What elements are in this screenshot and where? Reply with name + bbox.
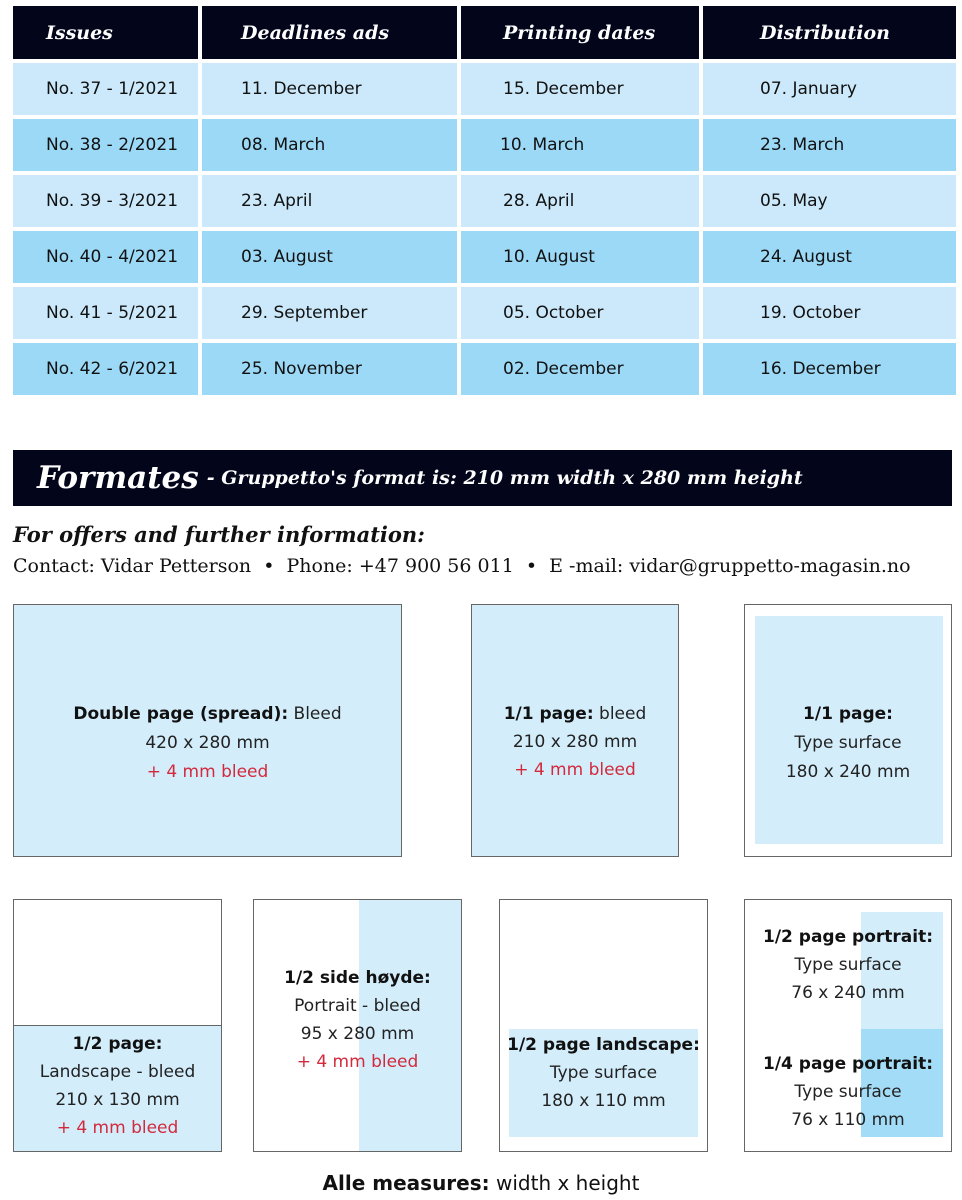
table-cell-issue: No. 39 - 3/2021 — [13, 175, 198, 227]
format-box-text — [14, 1030, 221, 1142]
format-box-text-half — [745, 923, 951, 1007]
table-cell-printing: 02. December — [461, 343, 699, 395]
format-box-double-page — [13, 604, 402, 857]
measures-note — [0, 1171, 962, 1195]
table-cell-deadline: 29. September — [202, 287, 457, 339]
table-cell-deadline: 23. April — [202, 175, 457, 227]
table-cell-deadline: 08. March — [202, 119, 457, 171]
box-line2: Type surface — [794, 733, 902, 753]
table-cell-distribution: 07. January — [703, 63, 956, 115]
table-cell-distribution: 16. December — [703, 343, 956, 395]
box-size: 95 x 280 mm — [300, 1024, 415, 1044]
box-title: 1/2 page landscape: — [507, 1035, 700, 1055]
box-size: 180 x 110 mm — [541, 1091, 666, 1111]
box-title: Double page (spread): — [73, 704, 289, 724]
box-line2: Type surface — [794, 955, 902, 975]
box-title: 1/2 page portrait: — [762, 927, 933, 947]
format-box-half-portrait-bleed — [253, 899, 462, 1152]
format-box-half-landscape-type — [499, 899, 708, 1152]
table-cell-distribution: 24. August — [703, 231, 956, 283]
header-issues: Issues — [13, 6, 198, 59]
box-line2: Portrait - bleed — [294, 996, 421, 1016]
format-box-half-landscape-bleed — [13, 899, 222, 1152]
table-cell-issue: No. 40 - 4/2021 — [13, 231, 198, 283]
header-distribution: Distribution — [703, 6, 956, 59]
header-printing: Printing dates — [461, 6, 699, 59]
format-box-full-page-type — [744, 604, 952, 857]
table-cell-distribution: 05. May — [703, 175, 956, 227]
box-title: 1/1 page: — [503, 704, 594, 724]
measures-label: Alle measures: — [322, 1171, 490, 1195]
separator: • — [263, 555, 275, 577]
table-cell-issue: No. 37 - 1/2021 — [13, 63, 198, 115]
formats-subtitle: - Gruppetto's format is: 210 mm width x 280 mm height — [206, 467, 803, 489]
table-cell-issue: No. 41 - 5/2021 — [13, 287, 198, 339]
format-box-text — [14, 700, 401, 787]
formats-title: Formates — [37, 460, 199, 496]
table-cell-distribution: 19. October — [703, 287, 956, 339]
box-size: 210 x 130 mm — [55, 1090, 180, 1110]
box-line2: Type surface — [794, 1082, 902, 1102]
contact-line — [13, 555, 917, 577]
table-cell-deadline: 25. November — [202, 343, 457, 395]
box-size: 180 x 240 mm — [785, 762, 911, 782]
contact-phone: Phone: +47 900 56 011 — [286, 555, 514, 577]
formats-banner — [13, 450, 952, 506]
table-cell-deadline: 11. December — [202, 63, 457, 115]
contact-name: Contact: Vidar Petterson — [13, 555, 252, 577]
offers-heading: For offers and further information: — [13, 522, 425, 547]
format-box-portrait-type — [744, 899, 952, 1152]
format-box-text — [500, 1031, 707, 1115]
box-line2: Type surface — [549, 1063, 658, 1083]
format-box-full-page-bleed — [471, 604, 679, 857]
measures-text: width x height — [489, 1171, 640, 1195]
table-cell-issue: No. 42 - 6/2021 — [13, 343, 198, 395]
table-cell-distribution: 23. March — [703, 119, 956, 171]
table-cell-printing: 15. December — [461, 63, 699, 115]
table-cell-printing: 10. March — [461, 119, 699, 171]
box-size: 76 x 110 mm — [791, 1110, 905, 1130]
box-title: 1/4 page portrait: — [762, 1054, 933, 1074]
box-title: 1/2 page: — [72, 1034, 163, 1054]
box-line2: Landscape - bleed — [39, 1062, 196, 1082]
box-title-rest: bleed — [593, 704, 647, 724]
format-box-text — [254, 964, 461, 1076]
box-title-rest: Bleed — [288, 704, 342, 724]
box-size: 420 x 280 mm — [145, 733, 270, 753]
separator: • — [525, 555, 538, 577]
box-bleed: + 4 mm bleed — [514, 760, 636, 780]
box-bleed: + 4 mm bleed — [56, 1118, 179, 1138]
table-cell-printing: 05. October — [461, 287, 699, 339]
table-cell-printing: 28. April — [461, 175, 699, 227]
format-box-text — [745, 700, 951, 787]
format-box-text-quarter — [745, 1050, 951, 1134]
box-title: 1/2 side høyde: — [284, 968, 431, 988]
header-deadlines: Deadlines ads — [202, 6, 457, 59]
box-size: 210 x 280 mm — [512, 732, 638, 752]
table-cell-deadline: 03. August — [202, 231, 457, 283]
box-bleed: + 4 mm bleed — [296, 1052, 419, 1072]
box-size: 76 x 240 mm — [791, 983, 905, 1003]
box-bleed: + 4 mm bleed — [146, 762, 269, 782]
table-cell-printing: 10. August — [461, 231, 699, 283]
table-cell-issue: No. 38 - 2/2021 — [13, 119, 198, 171]
contact-email: E -mail: vidar@gruppetto-magasin.no — [549, 555, 911, 577]
format-box-text — [472, 700, 678, 784]
box-title: 1/1 page: — [803, 704, 893, 724]
